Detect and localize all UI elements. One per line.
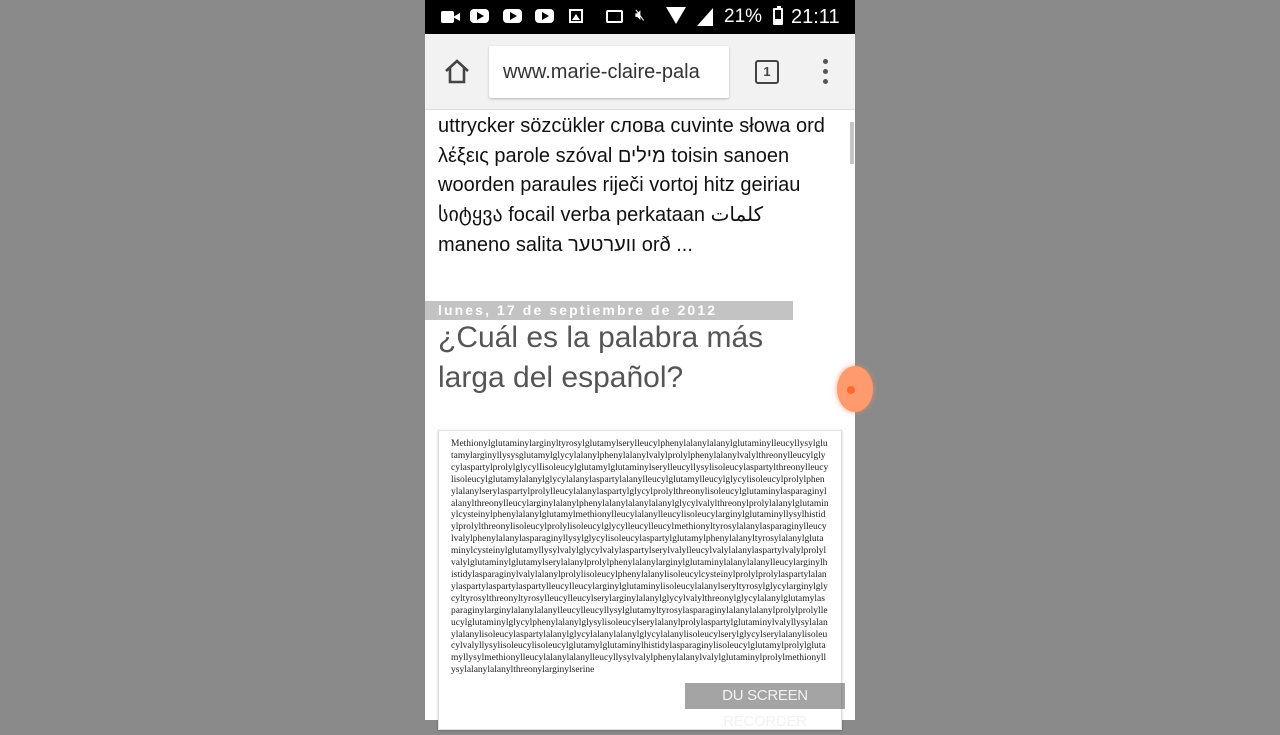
battery-percent: 21% (724, 6, 763, 27)
scrollbar[interactable] (850, 122, 854, 164)
cast-icon (606, 10, 623, 23)
youtube-icon (503, 9, 522, 23)
floating-button[interactable] (837, 366, 873, 412)
clock: 21:11 (791, 6, 840, 28)
url-bar[interactable]: www.marie-claire-pala (489, 46, 729, 98)
wifi-icon (666, 7, 686, 24)
long-word-text: MethionylglutaminylarginyltyrosylglutamylserylleucylphenylalanylalanylglutaminylleucyllysylglutamylarginyllysysglutamylglycylalanylphenylalanylvalylprolylphenylalanylvalylthreonylleucylglycylaspartylprolylglycylIisoleucylglutamylglutaminylserylleucyllysylisoleucylaspartylthreonylleucylisoleucylglutamylalanylglycylalanylaspartylalanylleucylglutamylleucylglycylisoleucylprolylphenylalanylserylaspartylprolylleucylalanylaspartylglycylprolylthreonylisoleucylglutaminylasparaginylalanylthreonylleucylarginylalanylphenylalanylalanylalanylglycylvalylthreonylprolylalanylglutaminylcysteinylphenylalanylglutamylmethionylleucylalanylleucylisoleucylarginylglutaminyllysylhistidylprolylthreonylisoleucylprolylisoleucylglycylleucylleucylmethionyltyrosylalanylasparaginylleucylvalylphenylalanylasparaginyllysylglycylisoleucylaspartylglutamylphenylalanyltyrosylalanylglutaminylcysteinylglutamyllysylvalylglycylvalylaspartylserylvalylleucylvalylalanylaspartylvalylprolylvalylglutaminylglutamylserylalanylprolylphenylalanylarginylglutaminylalanylalanylleucylarginylhistidylasparaginylvalylalanylprolylisoleucylphenylalanylisoleucylcysteinylprolylprolylaspartylalanylaspartylaspartylaspartylleucylleucylarginylglutaminylisoleucylalanylseryltyrosylglycylarginylglycyltyrosylthreonyltyrosylleucylleucylserylarginylalanylglycylvalylthreonylglycylalanylglutamylasparaginylarginylalanylalanylleucylleucyllysylglutamyltyrosylasparaginylalanylalanylprolylprolylleucylglutaminylglycylphenylalanylglysylisoleucylserylalanylprolylaspartylglutaminylvalyllysylalanylalanylisoleucylaspartylalanylglycylalanylalanylglycylalanylisoleucylserylglycylserylalanylisoleucylvalyllysylisoleucylisoleucylglutamylglutaminylhistidylasparaginylisoleucylglutamylprolylglutamyllysylmethionylleucylalanylalanylleucyllysylvalylphenylalanylvalylglutaminylprolylmethionyllysylalanylalanylthreonylarginylserine (451, 439, 829, 676)
status-bar (425, 0, 855, 34)
post-title[interactable]: ¿Cuál es la palabra más larga del español? (438, 321, 764, 394)
signal-icon (697, 8, 713, 26)
youtube-icon (535, 9, 554, 23)
page-content[interactable] (425, 110, 855, 730)
youtube-icon (470, 9, 489, 23)
mute-icon: 🔇︎ (635, 7, 646, 24)
image-icon (569, 9, 583, 23)
intro-text: uttrycker sözcükler слова cuvinte słowa ord λέξεις parole szóval מילים toisin sanoen woorden paraules riječi vortoj hitz geiriau სიტყვა focail verba perkataan كلمات maneno salita ווערטער orð ... (438, 115, 825, 256)
date-header: lunes, 17 de septiembre de 2012 (425, 301, 793, 320)
more-vert-icon[interactable] (817, 59, 833, 85)
browser-toolbar (425, 34, 855, 110)
battery-icon (773, 8, 783, 25)
home-icon[interactable] (441, 56, 473, 88)
video-camera-icon (441, 11, 454, 23)
screen-recorder-watermark: DU SCREEN RECORDER (685, 683, 845, 709)
tabs-icon[interactable]: 1 (755, 60, 779, 84)
phone-screen (425, 0, 855, 730)
